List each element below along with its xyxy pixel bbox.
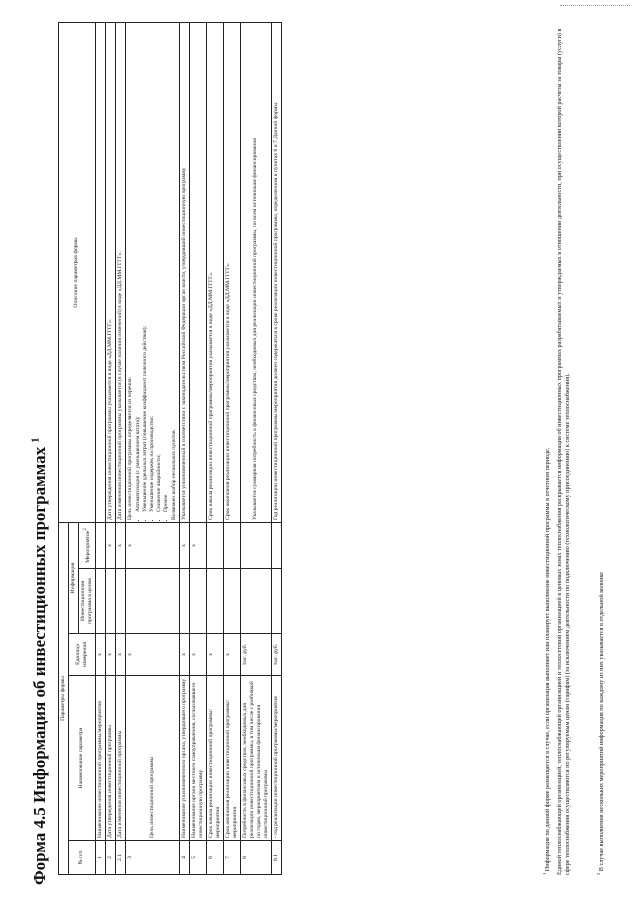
row-desc: Год реализации инвестиционной программы/мероприятия должен содержаться в сроке реализации инвестиционной программы, определенном в пунктах 6 и 7 Данной формы. [271, 22, 281, 522]
measures-footnote-mark: 2 [82, 528, 88, 531]
params-group-header: Параметры формы [59, 522, 69, 874]
goal-list [135, 25, 170, 512]
row-num: 1 [95, 841, 105, 875]
table-row [189, 22, 206, 874]
goal-note: Возможен выбор нескольких пунктов. [170, 429, 177, 520]
row-unit: x [179, 634, 189, 676]
scan-margin-mark [560, 5, 630, 6]
row-measure: x [179, 522, 189, 568]
goal-item: • Уменьшение издержек на производство; [149, 25, 156, 512]
row-unit: x [206, 634, 223, 676]
table-row [105, 22, 115, 874]
row-unit: тыс. руб. [240, 634, 271, 676]
unit-header: Единица измерения [68, 634, 95, 676]
table-row [179, 22, 189, 874]
footnote-text: Информация по данной форме размещается в случае, если организация выполняет или планирует выполнение инвестиционной программы в отчетном периоде. [544, 447, 552, 872]
form-title-text: Форма 4.5 Информация об инвестиционных программах [30, 446, 49, 885]
row-program [105, 569, 115, 634]
rotated-page [30, 15, 630, 885]
row-desc: Указывается суммарная потребность в финансовых средствах, необходимых для реализации инвестиционной программы, по всем источникам финансирования [240, 22, 271, 522]
desc-header: Описание параметров формы [59, 22, 96, 522]
row-unit: x [125, 634, 179, 676]
footnote-mark: 1 [542, 872, 547, 875]
table-row [240, 22, 271, 874]
row-num: 2.1 [115, 841, 125, 875]
row-name: Наименование уполномоченного органа, утвердившего программу [179, 676, 189, 841]
row-program [179, 569, 189, 634]
row-desc: Дата изменения инвестиционной программы указывается (в случае наличия изменений) в виде «ДД.ММ.ГГГГ». [115, 22, 125, 522]
row-name: Наименование инвестиционной программы/мероприятия [95, 676, 105, 841]
row-program [95, 569, 105, 634]
footnote-text: Единой теплоснабжающей организацией, теплоснабжающей организацией и теплосетевой организацией в ценовых зонах теплоснабжения раскрывается информация об инвестиционных программах разрабатываемых и утверждаемых в отношении деятельности, при осуществлении которой расчеты за товары (услуги) в сфере теплоснабжения осуществляются по регулируемым ценам (тарифам) (за исключением деятельности по подключению (технологическому присоединению) к системе теплоснабжения). [556, 28, 572, 875]
row-measure: x [125, 522, 179, 568]
title-footnote-mark: 1 [30, 437, 42, 443]
goal-item: • Снижение аварийности; [156, 25, 163, 512]
row-desc: Срок окончания реализации инвестиционной программы/мероприятия указывается в виде «ДД.ММ.ГГГГ». [223, 22, 240, 522]
row-program [271, 569, 281, 634]
row-name: Дата утверждения инвестиционной программы [105, 676, 115, 841]
row-name: Дата изменения инвестиционной программы [115, 676, 125, 841]
form-title [30, 438, 50, 885]
row-measure [206, 522, 223, 568]
info-group-header: Информация [68, 522, 78, 633]
footnote-2 [596, 23, 606, 875]
row-program [223, 569, 240, 634]
row-num: 7 [223, 841, 240, 875]
row-unit: x [189, 634, 206, 676]
row-program [240, 569, 271, 634]
row-measure: x [189, 522, 206, 568]
row-unit: x [223, 634, 240, 676]
row-num: 8.1 [271, 841, 281, 875]
goal-item: • Уменьшение удельных затрат (повышение коэффициент полезного действия); [142, 25, 149, 512]
row-name: Цель инвестиционной программы [125, 676, 179, 841]
row-name: Потребность в финансовых средствах, необходимых для реализации инвестиционной программы, в том числе с разбивкой по годам, мероприятиям и источникам финансирования инвестиционной программы [240, 676, 271, 841]
name-header: Наименование параметра [68, 676, 95, 841]
goal-item: • Автоматизация (с уменьшением штата); [135, 25, 142, 512]
row-desc [95, 22, 105, 522]
row-name: Наименование органа местного самоуправления, согласовавшего инвестиционную программу [189, 676, 206, 841]
row-desc-goal [125, 22, 179, 522]
row-program [189, 569, 206, 634]
row-num: 8 [240, 841, 271, 875]
row-desc: Указывается уполномоченный в соответствии с законодательством Российской Федерации орган власти, утвердивший инвестиционную программу [179, 22, 189, 522]
row-num: 4 [179, 841, 189, 875]
table-row [271, 22, 281, 874]
row-desc: Дата утверждения инвестиционной программы указывается в виде «ДД.ММ.ГГГГ». [105, 22, 115, 522]
info-measures-header [78, 522, 95, 568]
footnote-1 [542, 23, 552, 875]
table-row [95, 22, 105, 874]
row-desc: Срок начала реализации инвестиционной программы/мероприятия указывается в виде «ДД.ММ.ГГГГ». [206, 22, 223, 522]
goal-item: • Прочее [163, 25, 170, 512]
row-program [115, 569, 125, 634]
row-unit: тыс. руб. [271, 634, 281, 676]
row-measure [271, 522, 281, 568]
row-measure [95, 522, 105, 568]
info-measures-label: Мероприятие [84, 530, 91, 563]
footnote-heat-supply [556, 23, 572, 875]
row-unit: x [95, 634, 105, 676]
row-num: 5 [189, 841, 206, 875]
footnote-text: В случае выполнения нескольких мероприятий информация по каждому из них указывается в отдельной колонке [598, 572, 606, 872]
goal-intro: Цель инвестиционной программы определяется из перечня: [126, 376, 133, 520]
row-name: - год реализации инвестиционной программы/мероприятия [271, 676, 281, 841]
footnote-mark: 2 [596, 872, 601, 875]
row-measure: x [105, 522, 115, 568]
row-unit: x [105, 634, 115, 676]
form-table [58, 22, 282, 875]
table-row [115, 22, 125, 874]
row-num: 6 [206, 841, 223, 875]
header-row-1 [59, 22, 69, 874]
row-name: Срок окончания реализации инвестиционной программы/мероприятия [223, 676, 240, 841]
table-row [223, 22, 240, 874]
table-row [206, 22, 223, 874]
row-unit: x [115, 634, 125, 676]
row-measure [223, 522, 240, 568]
row-name: Срок начала реализации инвестиционной программы/мероприятия [206, 676, 223, 841]
info-program-header: Инвестиционная программа в целом [78, 569, 95, 634]
row-program [206, 569, 223, 634]
row-num: 3 [125, 841, 179, 875]
row-program [125, 569, 179, 634]
row-measure: x [115, 522, 125, 568]
row-measure [240, 522, 271, 568]
table-row [125, 22, 179, 874]
row-desc [189, 22, 206, 522]
row-num: 2 [105, 841, 115, 875]
num-header: № п/п [68, 841, 95, 875]
